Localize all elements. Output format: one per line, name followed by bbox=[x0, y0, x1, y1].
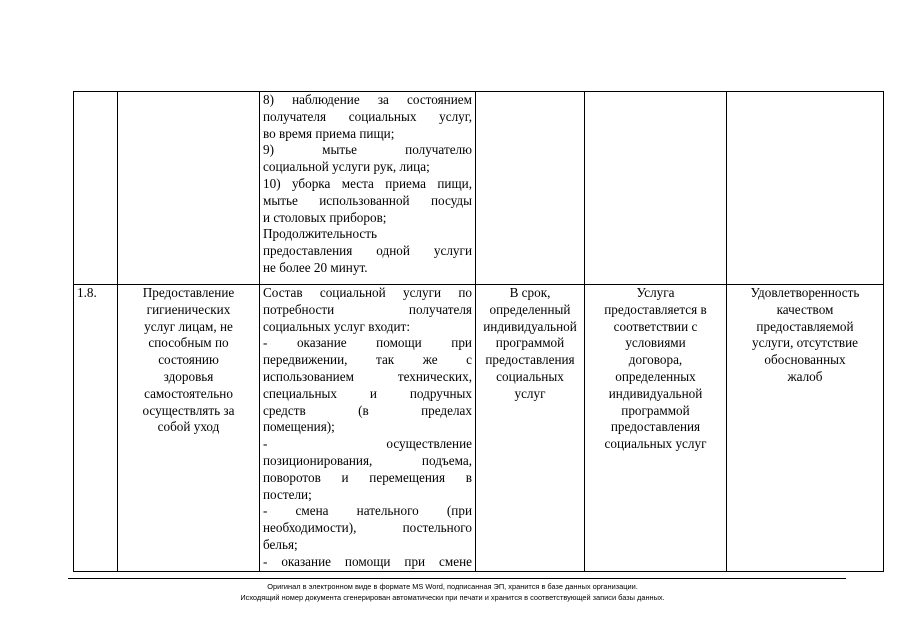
text-line: качеством bbox=[776, 301, 834, 317]
text-line: самостоятельно bbox=[144, 385, 233, 401]
text-line: 8) наблюдение за состоянием bbox=[263, 92, 472, 107]
conditions-cell bbox=[585, 92, 727, 285]
text-line: социальной услуги рук, лица; bbox=[263, 159, 430, 175]
term-cell bbox=[476, 285, 585, 572]
text-line: - оказание помощи при смене bbox=[263, 553, 472, 569]
footer-note: Оригинал в электронном виде в формате MS Word, подписанная ЭП, хранится в базе данных организации. bbox=[267, 582, 638, 591]
text-line: индивидуальной bbox=[483, 318, 577, 334]
text-line: соответствии с bbox=[613, 318, 698, 334]
services-table bbox=[73, 91, 884, 572]
text-line: Предоставление bbox=[142, 285, 235, 300]
text-line: передвижении, так же с bbox=[263, 352, 472, 368]
text-line: Услуга bbox=[636, 285, 675, 300]
text-line: помещения); bbox=[263, 419, 335, 435]
term-cell bbox=[476, 92, 585, 285]
text-line: условиями bbox=[625, 335, 686, 351]
text-line: предоставления bbox=[485, 352, 575, 368]
name-cell bbox=[118, 285, 260, 572]
text-line: здоровья bbox=[163, 368, 214, 384]
text-line: постели; bbox=[263, 486, 312, 502]
table-row bbox=[74, 92, 884, 285]
text-line: - оказание помощи при bbox=[263, 335, 472, 351]
text-line: программой bbox=[495, 335, 565, 351]
composition-cell bbox=[260, 92, 476, 285]
text-line: способным по bbox=[148, 335, 229, 351]
footer-divider bbox=[68, 578, 846, 579]
conditions-cell bbox=[585, 285, 727, 572]
text-line: Удовлетворенность bbox=[750, 285, 860, 300]
number-cell bbox=[74, 92, 118, 285]
text-line: предоставляемой bbox=[756, 318, 854, 334]
text-line: социальных bbox=[496, 368, 564, 384]
text-line: услуги, отсутствие bbox=[752, 335, 858, 351]
text-line: социальных услуг bbox=[604, 436, 707, 452]
footer-note: Исходящий номер документа сгенерирован автоматически при печати и хранится в соответствующей записи базы данных. bbox=[240, 593, 665, 602]
text-line: позиционирования, подъема, bbox=[263, 452, 472, 468]
text-line: услуг bbox=[514, 385, 546, 401]
text-line: средств (в пределах bbox=[263, 402, 472, 418]
text-line: социальных услуг входит: bbox=[263, 318, 410, 334]
text-line: поворотов и перемещения в bbox=[263, 469, 472, 485]
text-line: жалоб bbox=[787, 368, 823, 384]
text-line: не более 20 минут. bbox=[263, 259, 368, 275]
text-line: В срок, bbox=[509, 285, 551, 300]
text-line: - смена нательного (при bbox=[263, 503, 472, 519]
quality-cell bbox=[727, 285, 884, 572]
text-line: необходимости), постельного bbox=[263, 520, 472, 536]
text-line: специальных и подручных bbox=[263, 385, 472, 401]
text-line: услуг лицам, не bbox=[144, 318, 233, 334]
table-row bbox=[74, 285, 884, 572]
text-line: и столовых приборов; bbox=[263, 209, 387, 225]
text-line: Продолжительность bbox=[263, 226, 378, 242]
text-line: 10) уборка места приема пищи, bbox=[263, 175, 472, 191]
text-line: определенный bbox=[489, 301, 571, 317]
number-cell: 1.8. bbox=[74, 285, 118, 572]
text-line: осуществлять за bbox=[142, 402, 235, 418]
name-cell bbox=[118, 92, 260, 285]
composition-cell bbox=[260, 285, 476, 572]
text-line: предоставляется в bbox=[604, 301, 707, 317]
text-line: потребности получателя bbox=[263, 301, 472, 317]
quality-cell bbox=[727, 92, 884, 285]
text-line: предоставления bbox=[610, 419, 701, 435]
text-line: во время приема пищи; bbox=[263, 125, 395, 141]
text-line: договора, bbox=[628, 352, 683, 368]
text-line: состоянию bbox=[158, 352, 219, 368]
text-line: получателя социальных услуг, bbox=[263, 108, 472, 124]
text-line: собой уход bbox=[157, 419, 220, 435]
text-line: мытье использованной посуды bbox=[263, 192, 472, 208]
text-line: индивидуальной bbox=[608, 385, 703, 401]
text-line: использованием технических, bbox=[263, 368, 472, 384]
text-line: программой bbox=[621, 402, 690, 418]
text-line: - осуществление bbox=[263, 436, 472, 452]
text-line: Состав социальной услуги по bbox=[263, 285, 472, 300]
text-line: белья; bbox=[263, 536, 298, 552]
text-line: предоставления одной услуги bbox=[263, 243, 472, 259]
text-line: обоснованных bbox=[764, 352, 846, 368]
text-line: 9) мытье получателю bbox=[263, 142, 472, 158]
text-line: гигиенических bbox=[146, 301, 231, 317]
text-line: определенных bbox=[615, 368, 696, 384]
